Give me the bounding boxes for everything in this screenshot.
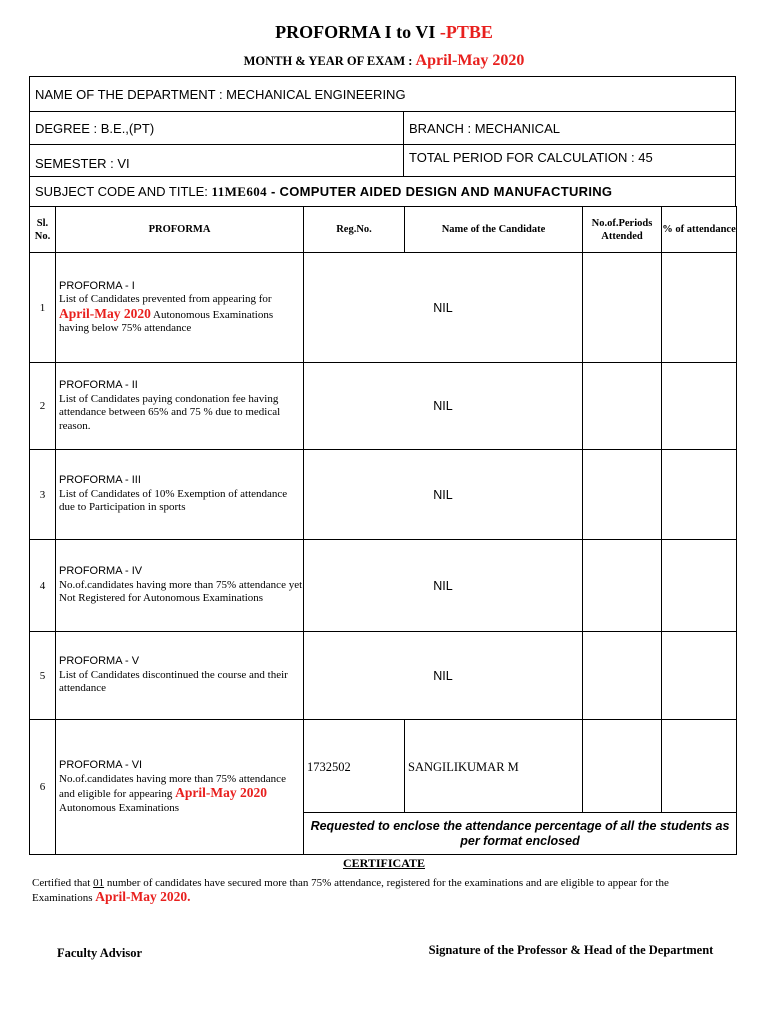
table-header-row: [30, 207, 737, 253]
degree-field: DEGREE : B.E.,(PT): [30, 112, 404, 144]
table-row: 6 PROFORMA - VI No.of.candidates having more than 75% attendance and eligible for appearing April-May 2020 Autonomous Examinations 1732502 SANGILIKUMAR M: [30, 720, 737, 813]
semester-period-row: [29, 144, 736, 177]
total-period-field: TOTAL PERIOD FOR CALCULATION : 45: [409, 150, 653, 165]
table-row: 2 PROFORMA - II List of Candidates paying condonation fee having attendance between 65% and 75 % due to medical reason. NIL: [30, 363, 737, 450]
col-sl: Sl. No.: [30, 207, 56, 253]
enclosure-note: Requested to enclose the attendance percentage of all the students as per format enclosed: [304, 813, 737, 855]
subject-title: - COMPUTER AIDED DESIGN AND MANUFACTURING: [267, 184, 613, 199]
col-name: Name of the Candidate: [405, 207, 583, 253]
col-periods: No.of.Periods Attended: [583, 207, 662, 253]
faculty-advisor-label: Faculty Advisor: [57, 946, 143, 960]
exam-month-value: April-May 2020: [415, 52, 525, 69]
branch-field: BRANCH : MECHANICAL: [409, 120, 560, 136]
exam-month-line: MONTH & YEAR OF EXAM : April-May 2020: [243, 52, 525, 69]
hod-signature-label: Signature of the Professor & Head of the Department: [428, 943, 714, 957]
table-row: 3 PROFORMA - III List of Candidates of 10% Exemption of attendance due to Participation in sports NIL: [30, 450, 737, 540]
reg-number: 1732502: [304, 720, 405, 813]
department-row: NAME OF THE DEPARTMENT : MECHANICAL ENGINEERING: [29, 76, 736, 112]
candidate-name: SANGILIKUMAR M: [405, 720, 583, 813]
table-row: 1 PROFORMA - I List of Candidates prevented from appearing for April-May 2020 Autonomous Examinations having below 75% attendance NIL: [30, 253, 737, 363]
proforma-table: [29, 206, 737, 855]
page-title: PROFORMA I to VI -PTBE: [275, 22, 493, 42]
col-reg: Reg.No.: [304, 207, 405, 253]
table-row: 4 PROFORMA - IV No.of.candidates having more than 75% attendance yet Not Registered for Autonomous Examinations NIL: [30, 540, 737, 632]
col-proforma: PROFORMA: [56, 207, 304, 253]
program-code: PTBE: [445, 22, 493, 42]
col-percent: % of attendance: [662, 207, 737, 253]
candidate-count: 01: [93, 877, 105, 889]
degree-branch-row: [29, 111, 736, 145]
table-row: 5 PROFORMA - V List of Candidates discontinued the course and their attendance NIL: [30, 632, 737, 720]
certificate-text: Certified that 01 number of candidates have secured more than 75% attendance, registered for the examinations and are eligible to appear for the Examinations April-May 2020.: [32, 877, 669, 904]
subject-row: SUBJECT CODE AND TITLE: 11ME604 - COMPUTER AIDED DESIGN AND MANUFACTURING: [29, 176, 736, 207]
subject-code: 11ME604: [211, 183, 268, 199]
semester-field: SEMESTER : VI: [30, 145, 404, 176]
certificate-heading: CERTIFICATE: [342, 856, 426, 870]
